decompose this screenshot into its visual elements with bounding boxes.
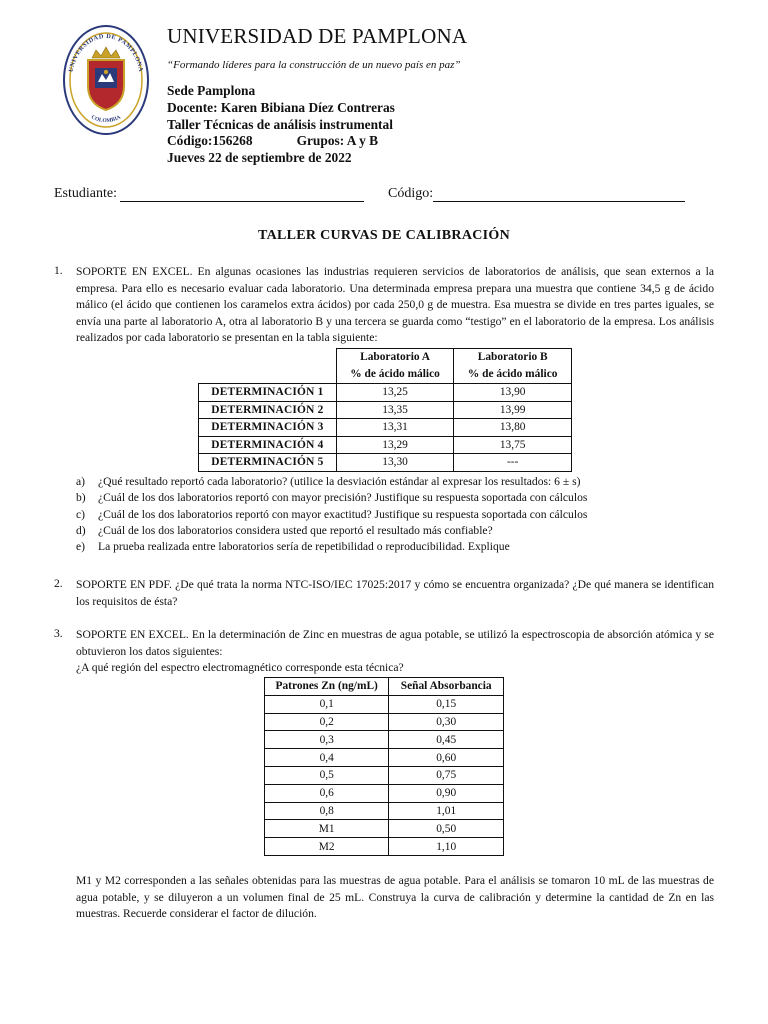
table-row: [199, 436, 572, 454]
student-name-blank[interactable]: [120, 187, 364, 202]
table-cell: M2: [265, 838, 389, 856]
table-cell: 13,90: [454, 384, 572, 402]
q2-number: 2.: [54, 577, 63, 590]
table-cell: 13,80: [454, 419, 572, 437]
subquestion-text: ¿Qué resultado reportó cada laboratorio? (utilice la desviación estándar al expresar los resultados: 6 ± s): [98, 475, 581, 488]
table-cell: 13,99: [454, 401, 572, 419]
codigo-grupos-line: [167, 133, 395, 150]
header-lab-a: Laboratorio A: [360, 351, 431, 363]
table-row: [265, 713, 504, 731]
table-cell: 0,4: [265, 749, 389, 767]
student-name-field[interactable]: [54, 186, 364, 202]
column-header: Patrones Zn (ng/mL): [265, 678, 389, 696]
course-groups: Grupos: A y B: [296, 133, 379, 149]
table-cell: 13,30: [336, 454, 454, 472]
course-code: Código:156268: [167, 133, 253, 149]
q1-subquestions: [76, 474, 587, 555]
subheader-lab-b: % de ácido málico: [467, 368, 558, 380]
sede-line: Sede Pamplona: [167, 83, 256, 98]
seal-text-bottom: COLOMBIA: [90, 114, 122, 125]
subquestion: [76, 523, 587, 539]
subquestion-text: ¿Cuál de los dos laboratorios considera usted que reportó el resultado más confiable?: [98, 523, 493, 537]
table-cell: 13,75: [454, 436, 572, 454]
subquestion-letter: b): [76, 491, 86, 505]
table-cell: 13,25: [336, 384, 454, 402]
student-label: Estudiante:: [54, 186, 117, 201]
q1-number: 1.: [54, 264, 63, 277]
table-row: [265, 749, 504, 767]
subheader-lab-a: % de ácido málico: [350, 368, 440, 380]
table-row: [199, 454, 572, 472]
table-cell: 0,3: [265, 731, 389, 749]
student-code-label: Código:: [388, 186, 434, 201]
subquestion-letter: d): [76, 523, 86, 537]
table-cell: 0,60: [389, 749, 504, 767]
header-lab-b: Laboratorio B: [477, 351, 548, 363]
table-header-row: [199, 349, 572, 384]
row-label: DETERMINACIÓN 4: [199, 436, 337, 454]
table-cell: 0,6: [265, 784, 389, 802]
student-code-field[interactable]: [388, 186, 685, 202]
table-header-row: [265, 678, 504, 696]
zinc-calibration-table: [264, 677, 504, 856]
q1-text: SOPORTE EN EXCEL. En algunas ocasiones las industrias requieren servicios de laboratorios de análisis, que sean externos a la empresa. Para ello es necesario evaluar cada laboratorio. Una determinada empresa prepara una muestra que contiene 34,5 g de ácido málico (el ácido que contienen los caramelos extra ácidos) por cada 250,0 g de muestra. Esa muestra se divide en tres partes iguales, se envía una parte al laboratorio A, otra al laboratorio B y una tercera se guarda como “testigo” en el laboratorio de la empresa. Los análisis realizados por cada laboratorio se presentan en la tabla siguiente:: [76, 265, 714, 345]
column-header: Señal Absorbancia: [389, 678, 504, 696]
subquestion-letter: e): [76, 540, 86, 554]
table-cell: 0,1: [265, 695, 389, 713]
q2-text: SOPORTE EN PDF. ¿De qué trata la norma NTC-ISO/IEC 17025:2017 y cómo se encuentra organizada? ¿De qué manera se identifican los requisitos de ésta?: [76, 578, 714, 608]
table-cell: 0,5: [265, 766, 389, 784]
table-cell: 0,2: [265, 713, 389, 731]
table-row: [265, 784, 504, 802]
table-cell: 1,01: [389, 802, 504, 820]
table-cell: 13,35: [336, 401, 454, 419]
table-cell: 0,8: [265, 802, 389, 820]
table-row: [265, 695, 504, 713]
table-row: [199, 419, 572, 437]
table-cell: 1,10: [389, 838, 504, 856]
subquestion-text: ¿Cuál de los dos laboratorios reportó con mayor precisión? Justifique su respuesta soportada con cálculos: [98, 491, 588, 505]
q3-question: ¿A qué región del espectro electromagnético corresponde esta técnica?: [76, 661, 404, 674]
course-info: [167, 83, 395, 167]
table-row: [199, 401, 572, 419]
university-seal: [62, 24, 150, 136]
q3-number: 3.: [54, 627, 63, 640]
subquestion-letter: c): [76, 507, 86, 521]
table-cell: 0,75: [389, 766, 504, 784]
table-cell: 13,31: [336, 419, 454, 437]
empty-corner: [199, 349, 337, 384]
subquestion-text: La prueba realizada entre laboratorios sería de repetibilidad o reproducibilidad. Explique: [98, 540, 510, 554]
table-cell: 0,50: [389, 820, 504, 838]
taller-line: Taller Técnicas de análisis instrumental: [167, 116, 393, 132]
row-label: DETERMINACIÓN 3: [199, 419, 337, 437]
table-cell: 0,15: [389, 695, 504, 713]
table-cell: 13,29: [336, 436, 454, 454]
subquestion: [76, 490, 587, 506]
table-row: [199, 384, 572, 402]
q3-note: M1 y M2 corresponden a las señales obtenidas para las muestras de agua potable. Para el análisis se tomaron 10 mL de las muestras de agua potable, y se diluyeron a un volumen final de 25 mL. Construya la curva de calibración y determine la cantidad de Zn en las muestras. Recuerde considerar el factor de dilución.: [76, 874, 714, 921]
table-cell: 0,45: [389, 731, 504, 749]
student-code-blank[interactable]: [433, 187, 685, 202]
subquestion: [76, 474, 587, 490]
table-row: [265, 731, 504, 749]
row-label: DETERMINACIÓN 1: [199, 384, 337, 402]
lab-results-table: [198, 348, 572, 472]
document-title: TALLER CURVAS DE CALIBRACIÓN: [257, 228, 511, 243]
subquestion: [76, 507, 587, 523]
column-header: [336, 349, 454, 384]
subquestion-text: ¿Cuál de los dos laboratorios reportó con mayor exactitud? Justifique su respuesta soportada con cálculos: [98, 507, 588, 521]
row-label: DETERMINACIÓN 5: [199, 454, 337, 472]
table-row: [265, 820, 504, 838]
column-header: [454, 349, 572, 384]
subquestion: [76, 539, 587, 555]
row-label: DETERMINACIÓN 2: [199, 401, 337, 419]
table-cell: 0,90: [389, 784, 504, 802]
table-row: [265, 838, 504, 856]
university-title: UNIVERSIDAD DE PAMPLONA: [167, 24, 468, 48]
docente-line: Docente: Karen Bibiana Díez Contreras: [167, 99, 395, 115]
q3-text: SOPORTE EN EXCEL. En la determinación de Zinc en muestras de agua potable, se utilizó la espectroscopia de absorción atómica y se obtuvieron los datos siguientes:: [76, 628, 714, 658]
university-motto: “Formando líderes para la construcción de un nuevo país en paz”: [167, 59, 461, 71]
table-cell: 0,30: [389, 713, 504, 731]
table-cell: ---: [454, 454, 572, 472]
table-row: [265, 802, 504, 820]
table-row: [265, 766, 504, 784]
seal-text-top: UNIVERSIDAD DE PAMPLONA: [67, 32, 145, 73]
date-line: Jueves 22 de septiembre de 2022: [167, 150, 352, 166]
subquestion-letter: a): [76, 475, 86, 488]
table-cell: M1: [265, 820, 389, 838]
